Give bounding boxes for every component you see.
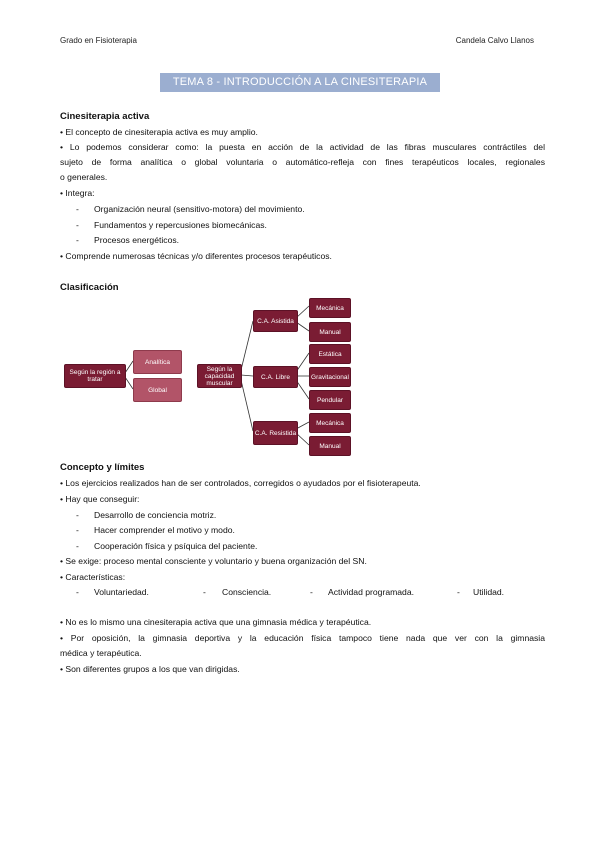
section-heading-concepto: Concepto y límites bbox=[60, 462, 145, 473]
diagram-node-asistida-mecanica: Mecánica bbox=[309, 298, 351, 318]
list-item: Fundamentos y repercusiones biomecánicas. bbox=[94, 220, 267, 230]
diagram-node-global: Global bbox=[133, 378, 182, 402]
paragraph: • Características: bbox=[60, 572, 126, 582]
dash-marker: - bbox=[76, 235, 79, 245]
paragraph: • Los ejercicios realizados han de ser controlados, corregidos o ayudados por el fisioterapeuta. bbox=[60, 478, 421, 488]
diagram-node-analitica: Analítica bbox=[133, 350, 182, 374]
dash-marker: - bbox=[76, 525, 79, 535]
section-heading-cinesiterapia: Cinesiterapia activa bbox=[60, 111, 150, 122]
diagram-node-asistida-manual: Manual bbox=[309, 322, 351, 342]
paragraph: • Comprende numerosas técnicas y/o diferentes procesos terapéuticos. bbox=[60, 251, 332, 261]
diagram-node-capacidad: Según la capacidad muscular bbox=[197, 364, 242, 388]
paragraph: médica y terapéutica. bbox=[60, 648, 142, 658]
section-heading-clasificacion: Clasificación bbox=[60, 282, 119, 293]
paragraph: • Lo podemos considerar como: la puesta en acción de la actividad de las fibras musculares contráctiles del bbox=[60, 142, 545, 152]
list-item: Organización neural (sensitivo-motora) del movimiento. bbox=[94, 204, 305, 214]
dash-marker: - bbox=[310, 587, 313, 597]
dash-marker: - bbox=[76, 587, 79, 597]
diagram-node-libre-gravitacional: Gravitacional bbox=[309, 367, 351, 387]
paragraph: • Hay que conseguir: bbox=[60, 494, 140, 504]
dash-marker: - bbox=[457, 587, 460, 597]
dash-marker: - bbox=[76, 541, 79, 551]
diagram-node-resistida-mecanica: Mecánica bbox=[309, 413, 351, 433]
paragraph: • El concepto de cinesiterapia activa es muy amplio. bbox=[60, 127, 258, 137]
list-item: Cooperación física y psíquica del paciente. bbox=[94, 541, 258, 551]
characteristic-item: Voluntariedad. bbox=[94, 587, 149, 597]
diagram-node-resistida-manual: Manual bbox=[309, 436, 351, 456]
characteristic-item: Consciencia. bbox=[222, 587, 272, 597]
paragraph: • No es lo mismo una cinesiterapia activa que una gimnasia médica y terapéutica. bbox=[60, 617, 372, 627]
list-item: Desarrollo de conciencia motriz. bbox=[94, 510, 217, 520]
diagram-node-libre-estatica: Estática bbox=[309, 344, 351, 364]
list-item: Hacer comprender el motivo y modo. bbox=[94, 525, 235, 535]
paragraph: o generales. bbox=[60, 172, 108, 182]
characteristic-item: Utilidad. bbox=[473, 587, 505, 597]
dash-marker: - bbox=[203, 587, 206, 597]
diagram-node-libre-pendular: Pendular bbox=[309, 390, 351, 410]
diagram-node-asistida: C.A. Asistida bbox=[253, 310, 298, 332]
list-item: Procesos energéticos. bbox=[94, 235, 180, 245]
paragraph: • Se exige: proceso mental consciente y voluntario y buena organización del SN. bbox=[60, 556, 367, 566]
paragraph: • Por oposición, la gimnasia deportiva y la educación física tampoco tiene nada que ver con la gimnasia bbox=[60, 633, 545, 643]
header-left: Grado en Fisioterapia bbox=[60, 36, 137, 45]
paragraph: sujeto de forma analítica o global voluntaria o automático-refleja con fines terapéuticos locales, regionales bbox=[60, 157, 545, 167]
paragraph: • Integra: bbox=[60, 188, 95, 198]
dash-marker: - bbox=[76, 204, 79, 214]
paragraph: • Son diferentes grupos a los que van dirigidas. bbox=[60, 664, 240, 674]
dash-marker: - bbox=[76, 510, 79, 520]
diagram-node-region: Según la región a tratar bbox=[64, 364, 126, 388]
header-right: Candela Calvo Llanos bbox=[455, 36, 534, 45]
diagram-node-resistida: C.A. Resistida bbox=[253, 421, 298, 445]
diagram-node-libre: C.A. Libre bbox=[253, 366, 298, 388]
characteristic-item: Actividad programada. bbox=[328, 587, 414, 597]
page-title: TEMA 8 - INTRODUCCIÓN A LA CINESITERAPIA ACTIVA bbox=[160, 73, 440, 92]
dash-marker: - bbox=[76, 220, 79, 230]
